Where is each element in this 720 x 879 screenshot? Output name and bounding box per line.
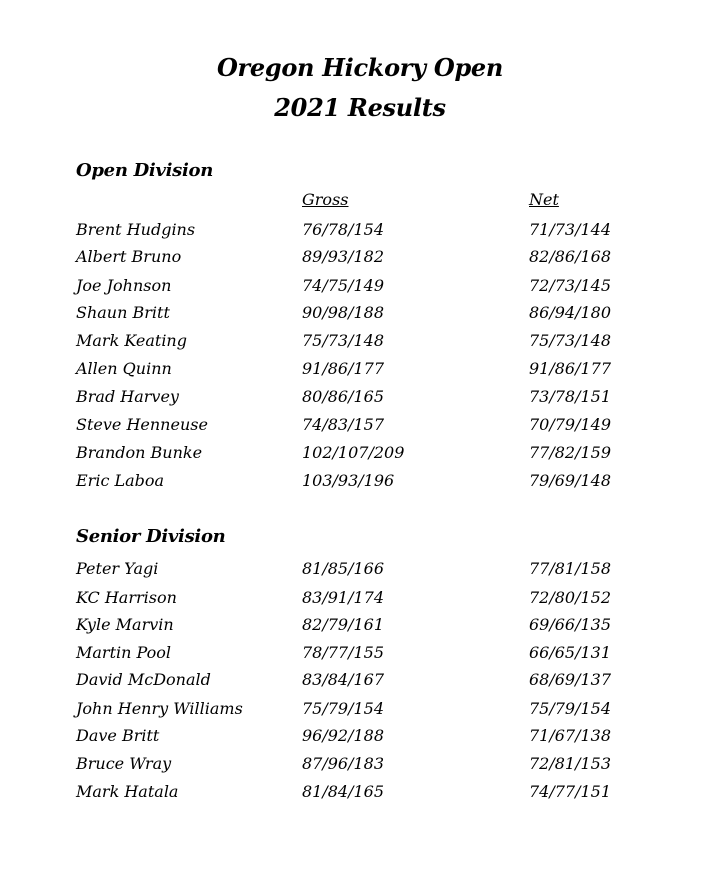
table-row	[0, 584, 720, 612]
net-score: 79/69/148	[529, 471, 612, 490]
player-name: Brandon Bunke	[76, 443, 203, 462]
player-name: Steve Henneuse	[76, 415, 208, 434]
gross-score: 96/92/188	[302, 726, 385, 745]
table-row	[0, 272, 720, 300]
player-name: Eric Laboa	[76, 471, 165, 490]
table-row	[0, 639, 720, 667]
player-name: Allen Quinn	[76, 359, 172, 378]
table-row	[0, 243, 720, 271]
table-row	[0, 666, 720, 694]
table-row	[0, 750, 720, 778]
table-row	[0, 327, 720, 355]
net-score: 77/81/158	[529, 559, 612, 578]
table-row	[0, 695, 720, 723]
player-name: Albert Bruno	[76, 247, 182, 266]
gross-score: 80/86/165	[302, 387, 385, 406]
gross-score: 103/93/196	[302, 471, 395, 490]
gross-score: 89/93/182	[302, 247, 385, 266]
player-name: Joe Johnson	[76, 276, 172, 295]
player-name: KC Harrison	[76, 588, 177, 607]
net-score: 69/66/135	[529, 615, 612, 634]
gross-score: 76/78/154	[302, 220, 385, 239]
net-score: 77/82/159	[529, 443, 612, 462]
net-score: 86/94/180	[529, 303, 612, 322]
net-score: 72/81/153	[529, 754, 612, 773]
gross-score: 83/91/174	[302, 588, 385, 607]
net-score: 82/86/168	[529, 247, 612, 266]
table-row	[0, 778, 720, 806]
net-score: 66/65/131	[529, 643, 612, 662]
senior-division-heading: Senior Division	[76, 526, 226, 547]
net-score: 74/77/151	[529, 782, 612, 801]
gross-score: 82/79/161	[302, 615, 385, 634]
gross-score: 75/73/148	[302, 331, 385, 350]
gross-score: 75/79/154	[302, 699, 385, 718]
table-row	[0, 216, 720, 244]
player-name: Peter Yagi	[76, 559, 159, 578]
gross-score: 74/75/149	[302, 276, 385, 295]
open-division-heading: Open Division	[76, 160, 213, 181]
net-score: 71/67/138	[529, 726, 612, 745]
title-line-1: Oregon Hickory Open	[216, 53, 504, 82]
table-row	[0, 299, 720, 327]
net-score: 73/78/151	[529, 387, 612, 406]
gross-score: 74/83/157	[302, 415, 385, 434]
player-name: Mark Keating	[76, 331, 187, 350]
table-row	[0, 467, 720, 495]
player-name: Kyle Marvin	[76, 615, 174, 634]
table-row	[0, 355, 720, 383]
table-row	[0, 722, 720, 750]
table-row	[0, 439, 720, 467]
net-score: 91/86/177	[529, 359, 612, 378]
player-name: Brent Hudgins	[76, 220, 196, 239]
player-name: Shaun Britt	[76, 303, 170, 322]
net-score: 71/73/144	[529, 220, 612, 239]
gross-score: 91/86/177	[302, 359, 385, 378]
net-score: 68/69/137	[529, 670, 612, 689]
player-name: Bruce Wray	[76, 754, 172, 773]
player-name: Brad Harvey	[76, 387, 179, 406]
page-title	[0, 48, 720, 128]
table-row	[0, 555, 720, 583]
table-row	[0, 383, 720, 411]
player-name: Dave Britt	[76, 726, 160, 745]
gross-score: 102/107/209	[302, 443, 405, 462]
table-row	[0, 611, 720, 639]
player-name: Martin Pool	[76, 643, 172, 662]
gross-column-header: Gross	[302, 190, 349, 209]
player-name: Mark Hatala	[76, 782, 179, 801]
gross-score: 81/85/166	[302, 559, 385, 578]
net-score: 72/73/145	[529, 276, 612, 295]
net-score: 75/73/148	[529, 331, 612, 350]
net-column-header: Net	[529, 190, 559, 209]
title-line-2: 2021 Results	[274, 93, 446, 122]
table-row	[0, 411, 720, 439]
gross-score: 87/96/183	[302, 754, 385, 773]
gross-score: 78/77/155	[302, 643, 385, 662]
gross-score: 90/98/188	[302, 303, 385, 322]
net-score: 72/80/152	[529, 588, 612, 607]
net-score: 75/79/154	[529, 699, 612, 718]
gross-score: 83/84/167	[302, 670, 385, 689]
player-name: John Henry Williams	[76, 699, 243, 718]
net-score: 70/79/149	[529, 415, 612, 434]
player-name: David McDonald	[76, 670, 211, 689]
gross-score: 81/84/165	[302, 782, 385, 801]
